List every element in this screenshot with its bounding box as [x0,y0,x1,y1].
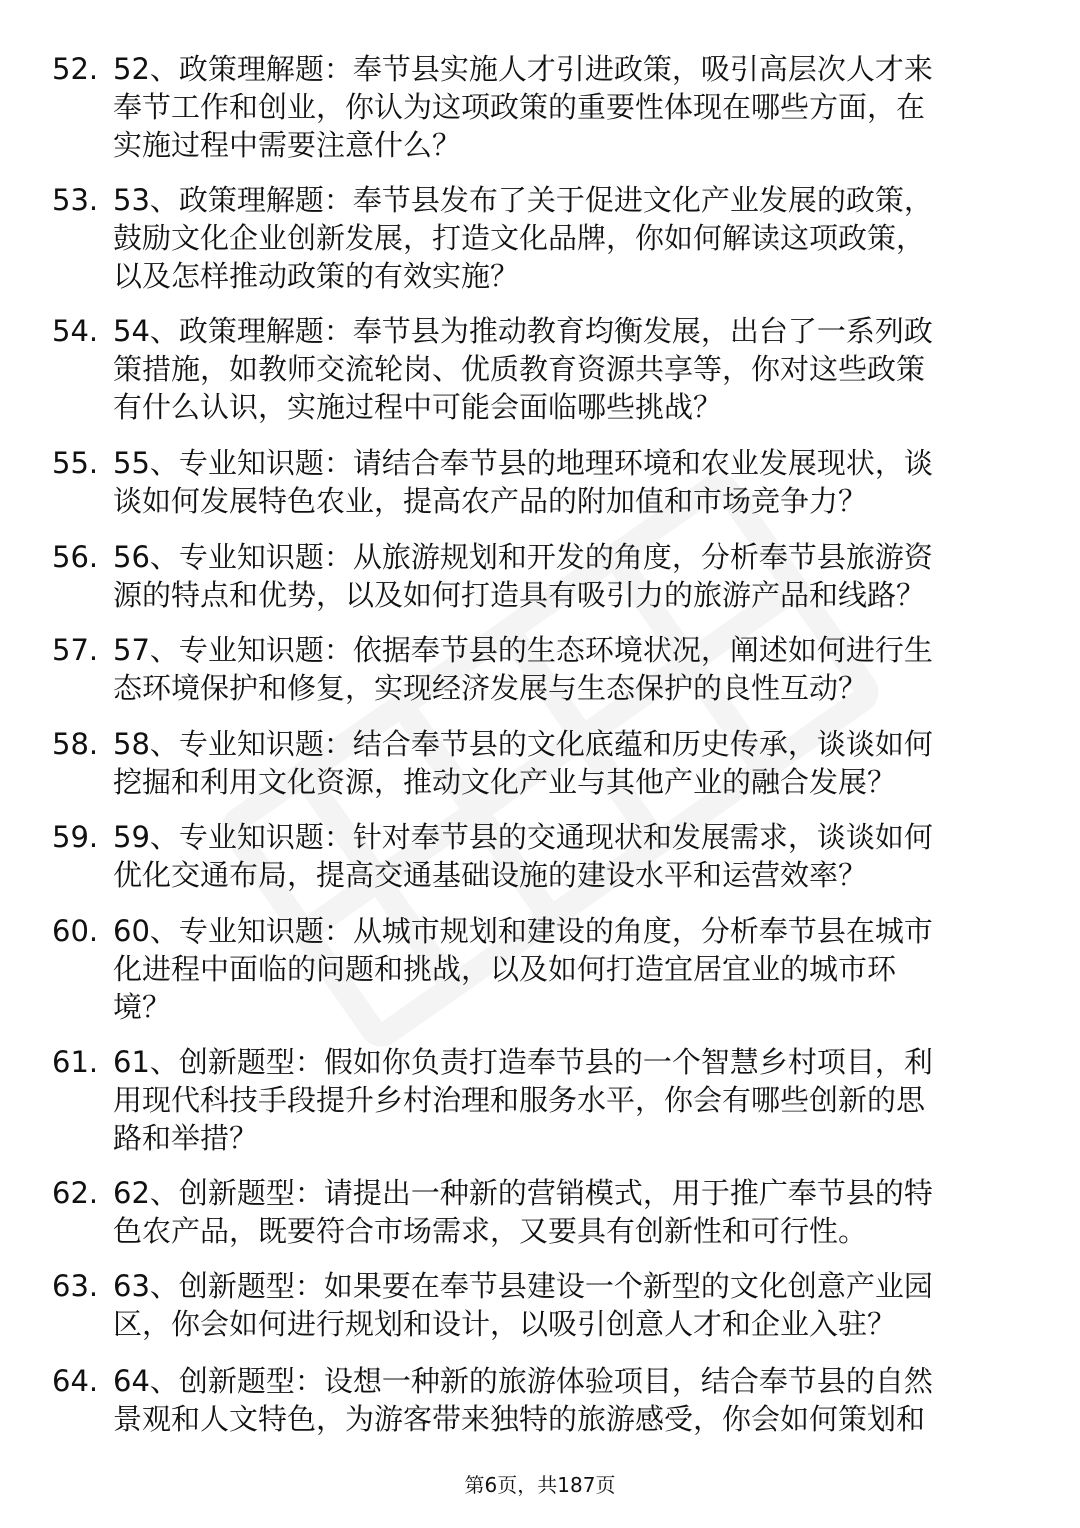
question-number: 61. [52,1045,99,1079]
question-number: 54. [52,314,99,348]
question-text: 60、专业知识题：从城市规划和建设的角度，分析奉节县在城市 化进程中面临的问题和挑战，以及如何打造宜居宜业的城市环 境？ [113,914,933,1024]
page-footer: 第6页，共187页 [464,1473,616,1497]
question-text: 63、创新题型：如果要在奉节县建设一个新型的文化创意产业园 区，你会如何进行规划和设计，以吸引创意人才和企业入驻？ [113,1269,933,1341]
question-text: 56、专业知识题：从旅游规划和开发的角度，分析奉节县旅游资 源的特点和优势，以及如何打造具有吸引力的旅游产品和线路？ [113,540,933,612]
question-text: 57、专业知识题：依据奉节县的生态环境状况，阐述如何进行生 态环境保护和修复，实现经济发展与生态保护的良性互动？ [113,633,933,705]
question-text: 59、专业知识题：针对奉节县的交通现状和发展需求，谈谈如何 优化交通布局，提高交通基础设施的建设水平和运营效率？ [113,820,933,892]
question-text: 55、专业知识题：请结合奉节县的地理环境和农业发展现状，谈 谈如何发展特色农业，提高农产品的附加值和市场竞争力？ [113,446,933,518]
question-number: 59. [52,820,99,854]
question-number: 53. [52,183,99,217]
question-text: 53、政策理解题：奉节县发布了关于促进文化产业发展的政策， 鼓励文化企业创新发展，打造文化品牌，你如何解读这项政策， 以及怎样推动政策的有效实施？ [113,183,933,293]
question-text: 64、创新题型：设想一种新的旅游体验项目，结合奉节县的自然 景观和人文特色，为游客带来独特的旅游感受，你会如何策划和 [113,1364,933,1436]
question-number: 58. [52,727,99,761]
question-text: 62、创新题型：请提出一种新的营销模式，用于推广奉节县的特 色农产品，既要符合市场需求，又要具有创新性和可行性。 [113,1176,933,1248]
question-text: 54、政策理解题：奉节县为推动教育均衡发展，出台了一系列政 策措施，如教师交流轮岗、优质教育资源共享等，你对这些政策 有什么认识，实施过程中可能会面临哪些挑战？ [113,314,933,424]
question-number: 62. [52,1176,99,1210]
question-text: 58、专业知识题：结合奉节县的文化底蕴和历史传承，谈谈如何 挖掘和利用文化资源，推动文化产业与其他产业的融合发展？ [113,727,933,799]
question-text: 52、政策理解题：奉节县实施人才引进政策，吸引高层次人才来 奉节工作和创业，你认为这项政策的重要性体现在哪些方面，在 实施过程中需要注意什么？ [113,52,933,162]
question-number: 52. [52,52,99,86]
question-number: 63. [52,1269,99,1303]
question-text: 61、创新题型：假如你负责打造奉节县的一个智慧乡村项目，利 用现代科技手段提升乡村治理和服务水平，你会有哪些创新的思 路和举措？ [113,1045,933,1155]
question-number: 64. [52,1364,99,1398]
question-number: 57. [52,633,99,667]
question-number: 56. [52,540,99,574]
question-number: 60. [52,914,99,948]
question-number: 55. [52,446,99,480]
